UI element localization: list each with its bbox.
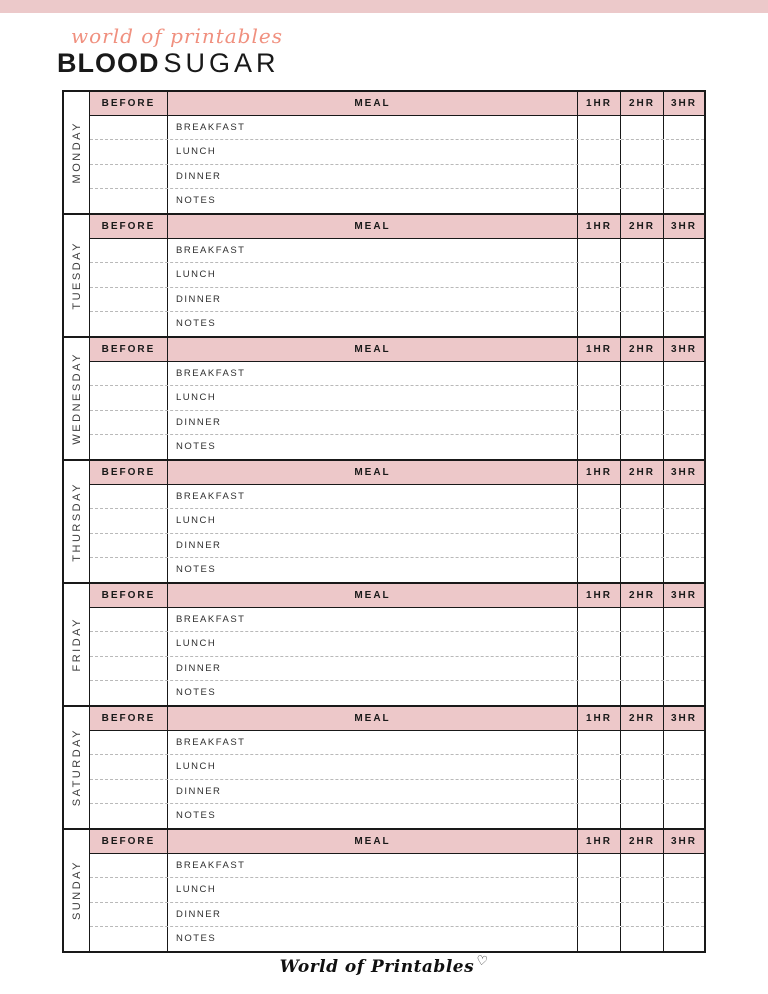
sunday-dinner-1hr-entry-cell <box>578 903 621 926</box>
day-column-saturday <box>64 707 90 828</box>
column-header-row-sunday <box>90 830 704 854</box>
monday-lunch-2hr-entry-cell <box>621 140 664 163</box>
column-header-row-tuesday <box>90 215 704 239</box>
friday-dinner-before-entry-cell <box>90 657 168 680</box>
thursday-dinner-before-entry-cell <box>90 534 168 557</box>
saturday-lunch-2hr-entry-cell <box>621 755 664 778</box>
column-header-before: BEFORE <box>90 584 168 607</box>
saturday-lunch-3hr-entry-cell <box>664 755 704 778</box>
thursday-notes-meal-entry-cell <box>168 558 578 582</box>
row-label-lunch: LUNCH <box>176 761 217 773</box>
wednesday-breakfast-2hr-entry-cell <box>621 362 664 385</box>
day-section-sunday <box>64 828 704 951</box>
row-label-breakfast: BREAKFAST <box>176 122 246 133</box>
day-section-body-sunday <box>90 830 704 951</box>
sunday-lunch-1hr-entry-cell <box>578 878 621 901</box>
column-header-before: BEFORE <box>90 338 168 361</box>
column-header-row-saturday <box>90 707 704 731</box>
friday-lunch-before-entry-cell <box>90 632 168 655</box>
friday-dinner-1hr-entry-cell <box>578 657 621 680</box>
column-header-before: BEFORE <box>90 707 168 730</box>
column-header-2hr: 2HR <box>621 338 664 361</box>
tuesday-row-notes <box>90 312 704 336</box>
day-label-wednesday: WEDNESDAY <box>70 352 83 445</box>
day-label-thursday: THURSDAY <box>70 481 83 562</box>
row-label-lunch: LUNCH <box>176 146 217 158</box>
wednesday-breakfast-3hr-entry-cell <box>664 362 704 385</box>
wednesday-breakfast-before-entry-cell <box>90 362 168 385</box>
monday-lunch-1hr-entry-cell <box>578 140 621 163</box>
column-header-1hr: 1HR <box>578 584 621 607</box>
day-label-friday: FRIDAY <box>70 617 83 672</box>
sunday-breakfast-meal-entry-cell <box>168 854 578 877</box>
monday-dinner-before-entry-cell <box>90 165 168 188</box>
blood-sugar-table <box>62 90 706 953</box>
saturday-dinner-1hr-entry-cell <box>578 780 621 803</box>
saturday-breakfast-3hr-entry-cell <box>664 731 704 754</box>
column-header-1hr: 1HR <box>578 461 621 484</box>
day-section-body-friday <box>90 584 704 705</box>
monday-notes-before-entry-cell <box>90 189 168 213</box>
monday-dinner-1hr-entry-cell <box>578 165 621 188</box>
sunday-breakfast-2hr-entry-cell <box>621 854 664 877</box>
day-column-monday <box>64 92 90 213</box>
friday-lunch-1hr-entry-cell <box>578 632 621 655</box>
column-header-1hr: 1HR <box>578 707 621 730</box>
row-label-breakfast: BREAKFAST <box>176 860 246 871</box>
monday-dinner-3hr-entry-cell <box>664 165 704 188</box>
monday-dinner-meal-entry-cell <box>168 165 578 188</box>
wednesday-breakfast-meal-entry-cell <box>168 362 578 385</box>
saturday-breakfast-before-entry-cell <box>90 731 168 754</box>
wednesday-dinner-2hr-entry-cell <box>621 411 664 434</box>
saturday-row-lunch <box>90 755 704 779</box>
thursday-row-dinner <box>90 534 704 558</box>
sunday-lunch-3hr-entry-cell <box>664 878 704 901</box>
saturday-lunch-before-entry-cell <box>90 755 168 778</box>
row-label-notes: NOTES <box>176 809 217 821</box>
friday-breakfast-1hr-entry-cell <box>578 608 621 631</box>
wednesday-dinner-3hr-entry-cell <box>664 411 704 434</box>
wednesday-lunch-before-entry-cell <box>90 386 168 409</box>
wednesday-notes-meal-entry-cell <box>168 435 578 459</box>
column-header-3hr: 3HR <box>670 713 697 724</box>
tuesday-lunch-meal-entry-cell <box>168 263 578 286</box>
friday-dinner-2hr-entry-cell <box>621 657 664 680</box>
page-title <box>57 48 768 78</box>
thursday-dinner-2hr-entry-cell <box>621 534 664 557</box>
row-label-breakfast: BREAKFAST <box>176 245 246 256</box>
row-label-dinner: DINNER <box>176 662 222 674</box>
sunday-dinner-before-entry-cell <box>90 903 168 926</box>
sunday-row-lunch <box>90 878 704 902</box>
tuesday-lunch-2hr-entry-cell <box>621 263 664 286</box>
column-header-1hr: 1HR <box>578 338 621 361</box>
tuesday-breakfast-meal-entry-cell <box>168 239 578 262</box>
tuesday-lunch-3hr-entry-cell <box>664 263 704 286</box>
thursday-row-notes <box>90 558 704 582</box>
monday-row-breakfast <box>90 116 704 140</box>
thursday-notes-before-entry-cell <box>90 558 168 582</box>
thursday-row-breakfast <box>90 485 704 509</box>
page-title-bold: BLOOD <box>57 48 160 78</box>
monday-dinner-2hr-entry-cell <box>621 165 664 188</box>
row-label-lunch: LUNCH <box>176 638 217 650</box>
row-label-dinner: DINNER <box>176 539 222 551</box>
sunday-notes-2hr-entry-cell <box>621 927 664 951</box>
column-header-before: BEFORE <box>90 215 168 238</box>
row-label-lunch: LUNCH <box>176 884 217 896</box>
row-label-dinner: DINNER <box>176 785 222 797</box>
day-section-monday <box>64 92 704 213</box>
day-column-thursday <box>64 461 90 582</box>
thursday-dinner-3hr-entry-cell <box>664 534 704 557</box>
wednesday-row-notes <box>90 435 704 459</box>
monday-row-lunch <box>90 140 704 164</box>
thursday-notes-1hr-entry-cell <box>578 558 621 582</box>
tuesday-row-lunch <box>90 263 704 287</box>
tuesday-notes-before-entry-cell <box>90 312 168 336</box>
column-header-meal: MEAL <box>168 584 578 607</box>
tuesday-notes-1hr-entry-cell <box>578 312 621 336</box>
saturday-row-dinner <box>90 780 704 804</box>
day-column-tuesday <box>64 215 90 336</box>
thursday-lunch-1hr-entry-cell <box>578 509 621 532</box>
wednesday-row-dinner <box>90 411 704 435</box>
thursday-lunch-before-entry-cell <box>90 509 168 532</box>
wednesday-breakfast-1hr-entry-cell <box>578 362 621 385</box>
sunday-row-notes <box>90 927 704 951</box>
sunday-breakfast-3hr-entry-cell <box>664 854 704 877</box>
row-label-notes: NOTES <box>176 686 217 698</box>
saturday-notes-before-entry-cell <box>90 804 168 828</box>
friday-notes-2hr-entry-cell <box>621 681 664 705</box>
column-header-meal: MEAL <box>168 461 578 484</box>
wednesday-notes-3hr-entry-cell <box>664 435 704 459</box>
monday-notes-1hr-entry-cell <box>578 189 621 213</box>
saturday-breakfast-2hr-entry-cell <box>621 731 664 754</box>
column-header-meal: MEAL <box>168 338 578 361</box>
sunday-notes-meal-entry-cell <box>168 927 578 951</box>
friday-breakfast-3hr-entry-cell <box>664 608 704 631</box>
column-header-row-friday <box>90 584 704 608</box>
wednesday-lunch-3hr-entry-cell <box>664 386 704 409</box>
sunday-lunch-before-entry-cell <box>90 878 168 901</box>
thursday-breakfast-before-entry-cell <box>90 485 168 508</box>
thursday-lunch-2hr-entry-cell <box>621 509 664 532</box>
saturday-notes-1hr-entry-cell <box>578 804 621 828</box>
column-header-1hr: 1HR <box>578 830 621 853</box>
monday-breakfast-before-entry-cell <box>90 116 168 139</box>
monday-breakfast-1hr-entry-cell <box>578 116 621 139</box>
wednesday-row-lunch <box>90 386 704 410</box>
day-section-tuesday <box>64 213 704 336</box>
thursday-breakfast-1hr-entry-cell <box>578 485 621 508</box>
page-title-light: SUGAR <box>163 48 280 78</box>
friday-lunch-3hr-entry-cell <box>664 632 704 655</box>
thursday-breakfast-2hr-entry-cell <box>621 485 664 508</box>
brand-script-text: world of printables <box>71 24 283 48</box>
footer-logo-text: World of Printables <box>279 957 475 977</box>
column-header-2hr: 2HR <box>621 830 664 853</box>
monday-row-dinner <box>90 165 704 189</box>
tuesday-lunch-before-entry-cell <box>90 263 168 286</box>
sunday-notes-1hr-entry-cell <box>578 927 621 951</box>
friday-row-dinner <box>90 657 704 681</box>
tuesday-dinner-2hr-entry-cell <box>621 288 664 311</box>
row-label-notes: NOTES <box>176 317 217 329</box>
wednesday-notes-2hr-entry-cell <box>621 435 664 459</box>
saturday-notes-2hr-entry-cell <box>621 804 664 828</box>
sunday-lunch-2hr-entry-cell <box>621 878 664 901</box>
tuesday-notes-meal-entry-cell <box>168 312 578 336</box>
top-accent-bar <box>0 0 768 13</box>
monday-notes-3hr-entry-cell <box>664 189 704 213</box>
saturday-dinner-2hr-entry-cell <box>621 780 664 803</box>
tuesday-dinner-meal-entry-cell <box>168 288 578 311</box>
friday-notes-meal-entry-cell <box>168 681 578 705</box>
friday-dinner-meal-entry-cell <box>168 657 578 680</box>
wednesday-dinner-before-entry-cell <box>90 411 168 434</box>
day-label-saturday: SATURDAY <box>70 728 83 807</box>
day-section-body-monday <box>90 92 704 213</box>
column-header-3hr: 3HR <box>670 467 697 478</box>
saturday-notes-meal-entry-cell <box>168 804 578 828</box>
day-section-friday <box>64 582 704 705</box>
sunday-notes-3hr-entry-cell <box>664 927 704 951</box>
friday-breakfast-2hr-entry-cell <box>621 608 664 631</box>
day-section-saturday <box>64 705 704 828</box>
monday-row-notes <box>90 189 704 213</box>
row-label-lunch: LUNCH <box>176 515 217 527</box>
friday-notes-3hr-entry-cell <box>664 681 704 705</box>
row-label-notes: NOTES <box>176 932 217 944</box>
sunday-breakfast-before-entry-cell <box>90 854 168 877</box>
saturday-dinner-meal-entry-cell <box>168 780 578 803</box>
monday-lunch-before-entry-cell <box>90 140 168 163</box>
thursday-lunch-meal-entry-cell <box>168 509 578 532</box>
tuesday-dinner-1hr-entry-cell <box>578 288 621 311</box>
row-label-breakfast: BREAKFAST <box>176 737 246 748</box>
column-header-3hr: 3HR <box>670 98 697 109</box>
tuesday-breakfast-2hr-entry-cell <box>621 239 664 262</box>
thursday-dinner-meal-entry-cell <box>168 534 578 557</box>
wednesday-lunch-1hr-entry-cell <box>578 386 621 409</box>
row-label-dinner: DINNER <box>176 170 222 182</box>
wednesday-notes-1hr-entry-cell <box>578 435 621 459</box>
friday-row-notes <box>90 681 704 705</box>
day-column-sunday <box>64 830 90 951</box>
column-header-2hr: 2HR <box>621 215 664 238</box>
sunday-lunch-meal-entry-cell <box>168 878 578 901</box>
page-header <box>57 24 768 78</box>
wednesday-row-breakfast <box>90 362 704 386</box>
monday-lunch-meal-entry-cell <box>168 140 578 163</box>
row-label-lunch: LUNCH <box>176 392 217 404</box>
column-header-1hr: 1HR <box>578 92 621 115</box>
tuesday-lunch-1hr-entry-cell <box>578 263 621 286</box>
wednesday-notes-before-entry-cell <box>90 435 168 459</box>
thursday-lunch-3hr-entry-cell <box>664 509 704 532</box>
saturday-dinner-3hr-entry-cell <box>664 780 704 803</box>
column-header-before: BEFORE <box>90 92 168 115</box>
saturday-row-notes <box>90 804 704 828</box>
column-header-2hr: 2HR <box>621 92 664 115</box>
tuesday-dinner-3hr-entry-cell <box>664 288 704 311</box>
day-section-body-thursday <box>90 461 704 582</box>
friday-breakfast-meal-entry-cell <box>168 608 578 631</box>
thursday-row-lunch <box>90 509 704 533</box>
column-header-2hr: 2HR <box>621 584 664 607</box>
column-header-meal: MEAL <box>168 215 578 238</box>
monday-breakfast-3hr-entry-cell <box>664 116 704 139</box>
sunday-notes-before-entry-cell <box>90 927 168 951</box>
monday-notes-meal-entry-cell <box>168 189 578 213</box>
day-section-body-tuesday <box>90 215 704 336</box>
column-header-meal: MEAL <box>168 830 578 853</box>
wednesday-dinner-meal-entry-cell <box>168 411 578 434</box>
row-label-notes: NOTES <box>176 440 217 452</box>
column-header-row-wednesday <box>90 338 704 362</box>
thursday-breakfast-3hr-entry-cell <box>664 485 704 508</box>
row-label-breakfast: BREAKFAST <box>176 614 246 625</box>
thursday-notes-2hr-entry-cell <box>621 558 664 582</box>
row-label-notes: NOTES <box>176 194 217 206</box>
saturday-notes-3hr-entry-cell <box>664 804 704 828</box>
sunday-breakfast-1hr-entry-cell <box>578 854 621 877</box>
sunday-row-dinner <box>90 903 704 927</box>
row-label-dinner: DINNER <box>176 908 222 920</box>
wednesday-lunch-2hr-entry-cell <box>621 386 664 409</box>
tuesday-breakfast-1hr-entry-cell <box>578 239 621 262</box>
day-label-monday: MONDAY <box>70 121 83 184</box>
column-header-3hr: 3HR <box>670 590 697 601</box>
tuesday-row-dinner <box>90 288 704 312</box>
monday-breakfast-2hr-entry-cell <box>621 116 664 139</box>
column-header-2hr: 2HR <box>621 461 664 484</box>
thursday-notes-3hr-entry-cell <box>664 558 704 582</box>
column-header-row-monday <box>90 92 704 116</box>
tuesday-breakfast-before-entry-cell <box>90 239 168 262</box>
saturday-breakfast-1hr-entry-cell <box>578 731 621 754</box>
monday-breakfast-meal-entry-cell <box>168 116 578 139</box>
day-section-body-wednesday <box>90 338 704 459</box>
saturday-breakfast-meal-entry-cell <box>168 731 578 754</box>
day-label-tuesday: TUESDAY <box>70 241 83 310</box>
day-section-body-saturday <box>90 707 704 828</box>
row-label-breakfast: BREAKFAST <box>176 491 246 502</box>
column-header-row-thursday <box>90 461 704 485</box>
footer-logo <box>0 953 768 977</box>
thursday-breakfast-meal-entry-cell <box>168 485 578 508</box>
tuesday-row-breakfast <box>90 239 704 263</box>
row-label-lunch: LUNCH <box>176 269 217 281</box>
saturday-lunch-1hr-entry-cell <box>578 755 621 778</box>
day-section-thursday <box>64 459 704 582</box>
saturday-dinner-before-entry-cell <box>90 780 168 803</box>
column-header-meal: MEAL <box>168 707 578 730</box>
day-section-wednesday <box>64 336 704 459</box>
tuesday-dinner-before-entry-cell <box>90 288 168 311</box>
column-header-3hr: 3HR <box>670 836 697 847</box>
day-column-friday <box>64 584 90 705</box>
column-header-3hr: 3HR <box>670 344 697 355</box>
sunday-dinner-meal-entry-cell <box>168 903 578 926</box>
sunday-dinner-2hr-entry-cell <box>621 903 664 926</box>
saturday-row-breakfast <box>90 731 704 755</box>
friday-lunch-meal-entry-cell <box>168 632 578 655</box>
friday-notes-1hr-entry-cell <box>578 681 621 705</box>
row-label-notes: NOTES <box>176 563 217 575</box>
wednesday-lunch-meal-entry-cell <box>168 386 578 409</box>
friday-breakfast-before-entry-cell <box>90 608 168 631</box>
row-label-dinner: DINNER <box>176 293 222 305</box>
tuesday-notes-2hr-entry-cell <box>621 312 664 336</box>
column-header-meal: MEAL <box>168 92 578 115</box>
friday-row-breakfast <box>90 608 704 632</box>
friday-dinner-3hr-entry-cell <box>664 657 704 680</box>
monday-lunch-3hr-entry-cell <box>664 140 704 163</box>
sunday-row-breakfast <box>90 854 704 878</box>
day-label-sunday: SUNDAY <box>70 860 83 921</box>
column-header-1hr: 1HR <box>578 215 621 238</box>
friday-row-lunch <box>90 632 704 656</box>
column-header-3hr: 3HR <box>670 221 697 232</box>
tuesday-notes-3hr-entry-cell <box>664 312 704 336</box>
day-column-wednesday <box>64 338 90 459</box>
column-header-before: BEFORE <box>90 461 168 484</box>
monday-notes-2hr-entry-cell <box>621 189 664 213</box>
heart-icon: ♡ <box>475 953 490 970</box>
friday-notes-before-entry-cell <box>90 681 168 705</box>
column-header-2hr: 2HR <box>621 707 664 730</box>
wednesday-dinner-1hr-entry-cell <box>578 411 621 434</box>
saturday-lunch-meal-entry-cell <box>168 755 578 778</box>
column-header-before: BEFORE <box>90 830 168 853</box>
row-label-breakfast: BREAKFAST <box>176 368 246 379</box>
tuesday-breakfast-3hr-entry-cell <box>664 239 704 262</box>
row-label-dinner: DINNER <box>176 416 222 428</box>
thursday-dinner-1hr-entry-cell <box>578 534 621 557</box>
sunday-dinner-3hr-entry-cell <box>664 903 704 926</box>
friday-lunch-2hr-entry-cell <box>621 632 664 655</box>
